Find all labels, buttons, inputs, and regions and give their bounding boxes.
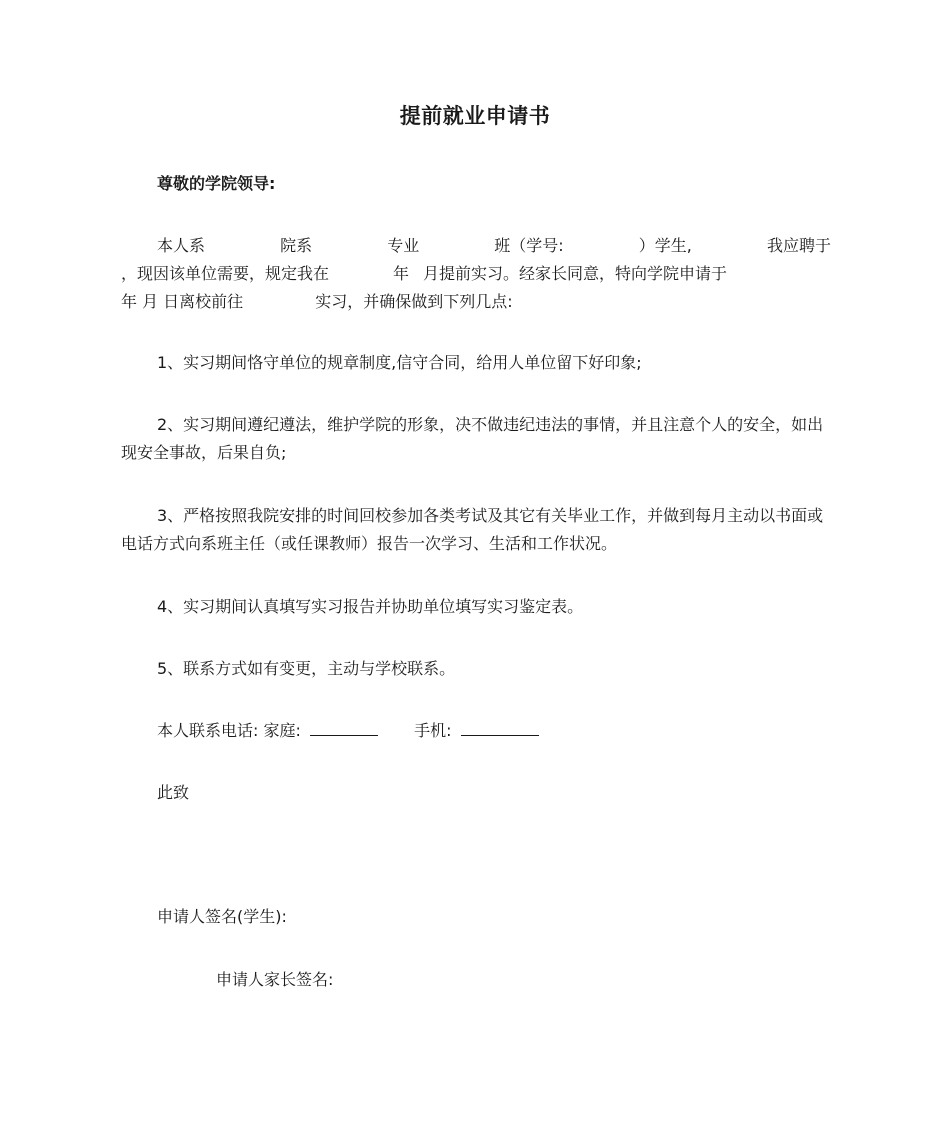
intro-text: ）学生, (638, 236, 692, 255)
contact-line (157, 717, 539, 745)
intro-text: 专业 (387, 236, 420, 255)
intro-line-1 (121, 232, 831, 260)
intro-text: 本人系 (157, 236, 206, 255)
salutation: 尊敬的学院领导: (157, 174, 276, 193)
intro-paragraph (121, 232, 831, 316)
closing: 此致 (157, 783, 190, 802)
intro-text: ，现因该单位需要，规定我在 (121, 264, 330, 283)
intro-text: 实习，并确保做到下列几点: (315, 292, 513, 311)
parent-signature-label: 申请人家长签名: (216, 970, 334, 989)
intro-line-3 (121, 288, 831, 316)
intro-text: 年 (393, 264, 410, 283)
intro-text: 我应聘于 (766, 236, 831, 255)
intro-text: 院系 (280, 236, 313, 255)
intro-text: 月提前实习。经家长同意，特向学院申请于 (423, 264, 728, 283)
intro-text: 班（学号: (494, 236, 564, 255)
list-item: 5、联系方式如有变更，主动与学校联系。 (157, 659, 456, 678)
intro-text: 年 月 日离校前往 (121, 292, 244, 311)
mobile-phone-blank[interactable] (461, 717, 539, 736)
list-item: 4、实习期间认真填写实习报告并协助单位填写实习鉴定表。 (157, 597, 584, 616)
list-item: 2、实习期间遵纪遵法，维护学院的形象，决不做违纪违法的事情，并且注意个人的安全，如出现安全事故，后果自负; (121, 415, 824, 462)
home-phone-blank[interactable] (310, 717, 378, 736)
list-item: 3、严格按照我院安排的时间回校参加各类考试及其它有关毕业工作，并做到每月主动以书面或电话方式向系班主任（或任课教师）报告一次学习、生活和工作状况。 (121, 506, 824, 553)
page-title: 提前就业申请书 (399, 104, 551, 128)
contact-mobile-label: 手机: (414, 721, 452, 740)
intro-line-2 (121, 260, 831, 288)
student-signature-label: 申请人签名(学生): (157, 907, 287, 926)
contact-home-label: 本人联系电话: 家庭: (157, 721, 301, 740)
list-item: 1、实习期间恪守单位的规章制度,信守合同，给用人单位留下好印象; (157, 353, 642, 372)
